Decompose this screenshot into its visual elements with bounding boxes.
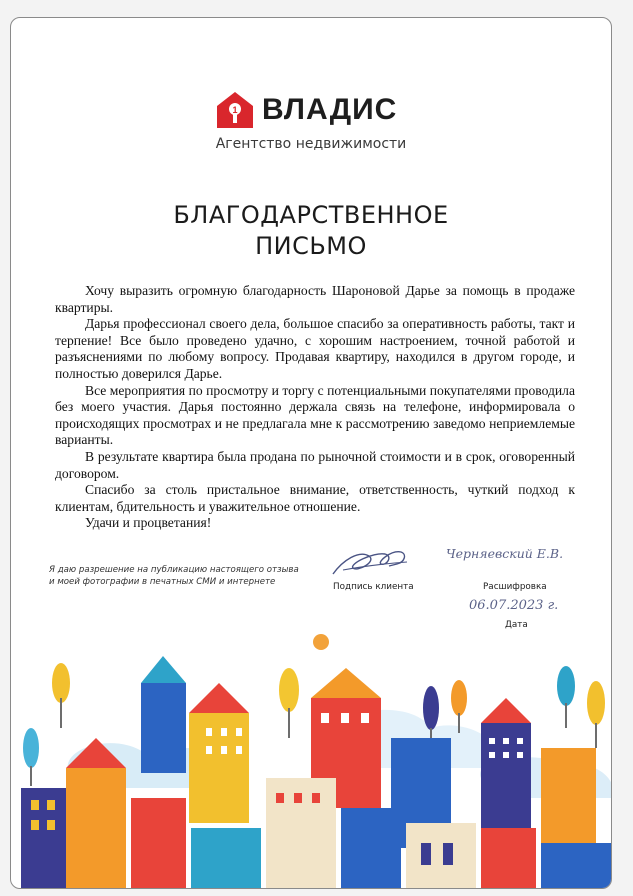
- sun-icon: [313, 634, 329, 650]
- title-line-1: БЛАГОДАРСТВЕННОЕ: [173, 201, 449, 229]
- logo-number: 1: [232, 105, 238, 115]
- consent-line-1: Я даю разрешение на публикацию настоящего отзыва: [49, 565, 299, 575]
- decoding-label: Расшифровка: [483, 582, 547, 592]
- decoding-value: Черняевский Е.В.: [446, 546, 564, 561]
- brand-subtitle: Агентство недвижимости: [215, 136, 407, 152]
- brand-logo: [216, 88, 397, 132]
- date-label: Дата: [505, 620, 528, 630]
- city-illustration: [11, 628, 611, 888]
- publication-consent: [49, 564, 319, 588]
- house-key-icon: [216, 91, 254, 129]
- letter-sheet: [10, 17, 612, 889]
- brand-name: ВЛАДИС: [262, 93, 398, 126]
- paragraph: Хочу выразить огромную благодарность Шароновой Дарье за помощь в продаже квартиры.: [55, 283, 575, 315]
- paragraph: Все мероприятия по просмотру и торгу с потенциальными покупателями проводила без моего участия. Дарья постоянно держала связь на телефоне, информировала о происходящих просмотрах и не предлагала мне к рассмотрению заведомо неприемлемые варианты.: [55, 382, 575, 448]
- paragraph: Дарья профессионал своего дела, большое спасибо за оперативность работы, такт и терпение! Все было проведено удачно, с хорошим настроением, точной работой и разъяснениями по любому вопросу. Продавая квартиру, находился в другом городе, и полностью доверился Дарье.: [55, 316, 575, 381]
- paragraph: В результате квартира была продана по рыночной стоимости и в срок, оговоренный договором.: [55, 448, 575, 481]
- letter-body: [55, 283, 575, 532]
- buildings: [21, 656, 611, 888]
- client-signature-label: Подпись клиента: [333, 582, 414, 592]
- date-value: 06.07.2023 г.: [469, 598, 559, 613]
- client-signature: [329, 540, 411, 580]
- page-title: [11, 200, 611, 262]
- consent-line-2: и моей фотографии в печатных СМИ и интернете: [49, 577, 276, 587]
- paragraph: Удачи и процветания!: [85, 515, 212, 531]
- paragraph: Спасибо за столь пристальное внимание, ответственность, чуткий подход к клиентам, бдительность и уважительное отношение.: [55, 482, 575, 514]
- title-line-2: ПИСЬМО: [255, 232, 367, 260]
